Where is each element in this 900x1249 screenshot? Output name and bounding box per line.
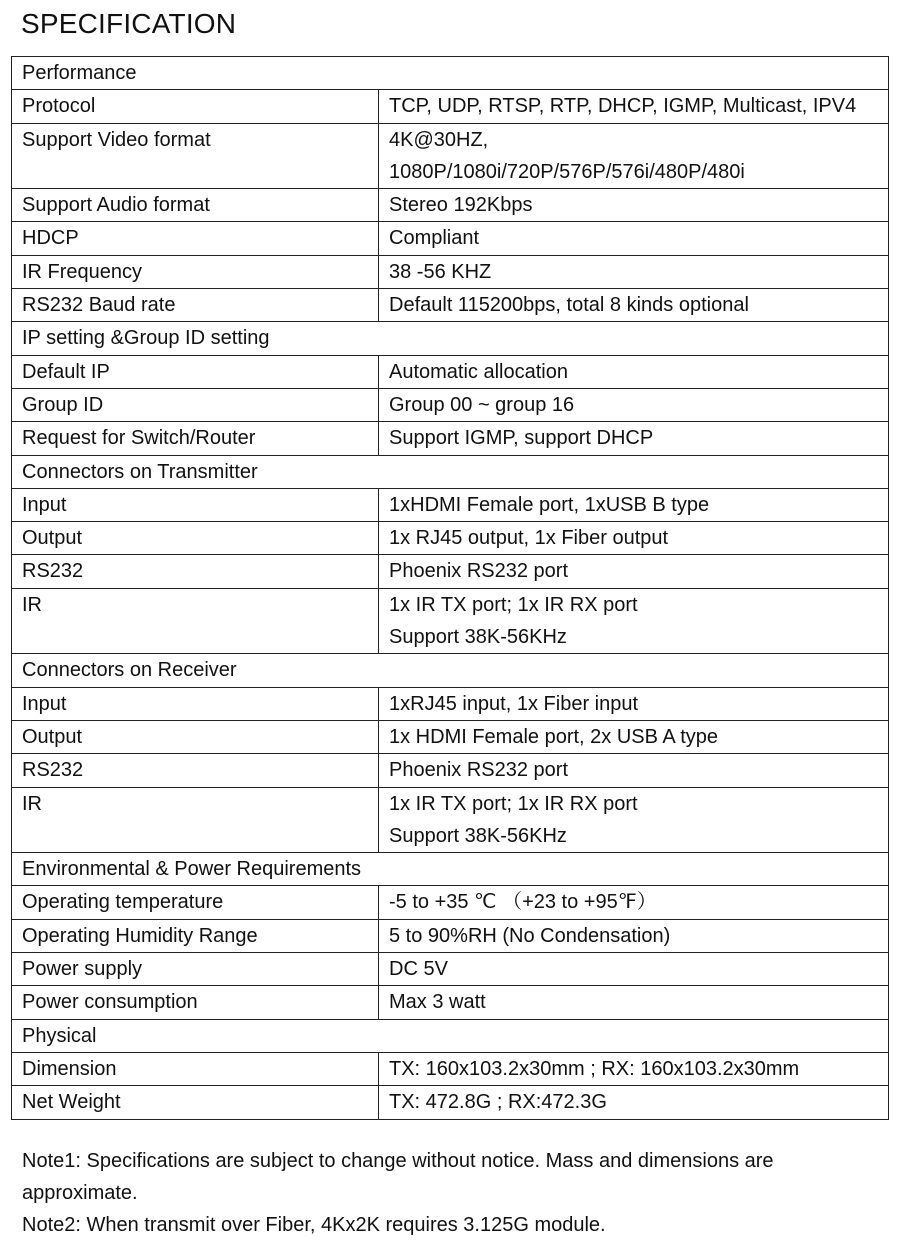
table-row xyxy=(12,720,889,753)
section-header-row xyxy=(12,57,889,90)
spec-value: Phoenix RS232 port xyxy=(379,754,889,787)
table-row xyxy=(12,1052,889,1085)
spec-value: Stereo 192Kbps xyxy=(379,189,889,222)
table-row xyxy=(12,123,889,189)
spec-label: Operating temperature xyxy=(12,886,379,919)
spec-value: DC 5V xyxy=(379,953,889,986)
spec-label: Output xyxy=(12,720,379,753)
spec-value: 1xRJ45 input, 1x Fiber input xyxy=(379,687,889,720)
table-row xyxy=(12,422,889,455)
spec-label: Request for Switch/Router xyxy=(12,422,379,455)
spec-value: TX: 160x103.2x30mm ; RX: 160x103.2x30mm xyxy=(379,1052,889,1085)
table-row xyxy=(12,588,889,654)
spec-value: Phoenix RS232 port xyxy=(379,555,889,588)
spec-value: 38 -56 KHZ xyxy=(379,255,889,288)
spec-value: 1x RJ45 output, 1x Fiber output xyxy=(379,522,889,555)
section-title: Connectors on Transmitter xyxy=(12,455,889,488)
table-row xyxy=(12,355,889,388)
spec-value: TCP, UDP, RTSP, RTP, DHCP, IGMP, Multicast, IPV4 xyxy=(379,90,889,123)
spec-label: HDCP xyxy=(12,222,379,255)
spec-value: 1xHDMI Female port, 1xUSB B type xyxy=(379,488,889,521)
spec-value: Group 00 ~ group 16 xyxy=(379,388,889,421)
section-title: IP setting &Group ID setting xyxy=(12,322,889,355)
section-header-row xyxy=(12,654,889,687)
table-row xyxy=(12,522,889,555)
page-title: SPECIFICATION xyxy=(21,8,237,39)
spec-label: Input xyxy=(12,687,379,720)
spec-label: Dimension xyxy=(12,1052,379,1085)
section-header-row xyxy=(12,455,889,488)
note-2: Note2: When transmit over Fiber, 4Kx2K requires 3.125G module. xyxy=(22,1214,606,1236)
table-row xyxy=(12,986,889,1019)
note-1: Note1: Specifications are subject to change without notice. Mass and dimensions are approximate. xyxy=(22,1150,774,1204)
spec-value: Automatic allocation xyxy=(379,355,889,388)
spec-value: TX: 472.8G ; RX:472.3G xyxy=(379,1086,889,1119)
spec-label: Default IP xyxy=(12,355,379,388)
spec-label: Protocol xyxy=(12,90,379,123)
table-row xyxy=(12,388,889,421)
table-row xyxy=(12,687,889,720)
spec-label: Power supply xyxy=(12,953,379,986)
table-row xyxy=(12,555,889,588)
spec-label: IR Frequency xyxy=(12,255,379,288)
spec-label: IR xyxy=(12,588,379,654)
spec-value: Max 3 watt xyxy=(379,986,889,1019)
spec-value: Compliant xyxy=(379,222,889,255)
spec-label: IR xyxy=(12,787,379,853)
spec-label: RS232 xyxy=(12,754,379,787)
section-header-row xyxy=(12,322,889,355)
spec-value: 1x IR TX port; 1x IR RX port Support 38K-56KHz xyxy=(379,588,889,654)
spec-label: Power consumption xyxy=(12,986,379,1019)
spec-label: Operating Humidity Range xyxy=(12,919,379,952)
table-row xyxy=(12,189,889,222)
spec-label: Group ID xyxy=(12,388,379,421)
spec-label: RS232 Baud rate xyxy=(12,289,379,322)
section-title: Physical xyxy=(12,1019,889,1052)
section-title: Performance xyxy=(12,57,889,90)
table-row xyxy=(12,754,889,787)
spec-value: Support IGMP, support DHCP xyxy=(379,422,889,455)
spec-value: 1x IR TX port; 1x IR RX port Support 38K-56KHz xyxy=(379,787,889,853)
spec-label: Support Audio format xyxy=(12,189,379,222)
spec-label: Net Weight xyxy=(12,1086,379,1119)
section-title: Environmental & Power Requirements xyxy=(12,853,889,886)
table-row xyxy=(12,919,889,952)
spec-label: Support Video format xyxy=(12,123,379,189)
table-row xyxy=(12,953,889,986)
table-row xyxy=(12,255,889,288)
section-header-row xyxy=(12,853,889,886)
table-row xyxy=(12,488,889,521)
spec-label: Output xyxy=(12,522,379,555)
table-row xyxy=(12,886,889,919)
spec-value: -5 to +35 ℃ （+23 to +95℉） xyxy=(379,886,889,919)
table-row xyxy=(12,222,889,255)
spec-value: Default 115200bps, total 8 kinds optional xyxy=(379,289,889,322)
spec-value: 4K@30HZ, 1080P/1080i/720P/576P/576i/480P/480i xyxy=(379,123,889,189)
spec-value: 5 to 90%RH (No Condensation) xyxy=(379,919,889,952)
table-row xyxy=(12,90,889,123)
section-title: Connectors on Receiver xyxy=(12,654,889,687)
table-row xyxy=(12,787,889,853)
notes xyxy=(22,1145,872,1241)
section-header-row xyxy=(12,1019,889,1052)
spec-value: 1x HDMI Female port, 2x USB A type xyxy=(379,720,889,753)
spec-label: Input xyxy=(12,488,379,521)
table-row xyxy=(12,289,889,322)
table-row xyxy=(12,1086,889,1119)
spec-label: RS232 xyxy=(12,555,379,588)
specification-table-body xyxy=(12,57,889,1120)
specification-table xyxy=(11,56,889,1120)
